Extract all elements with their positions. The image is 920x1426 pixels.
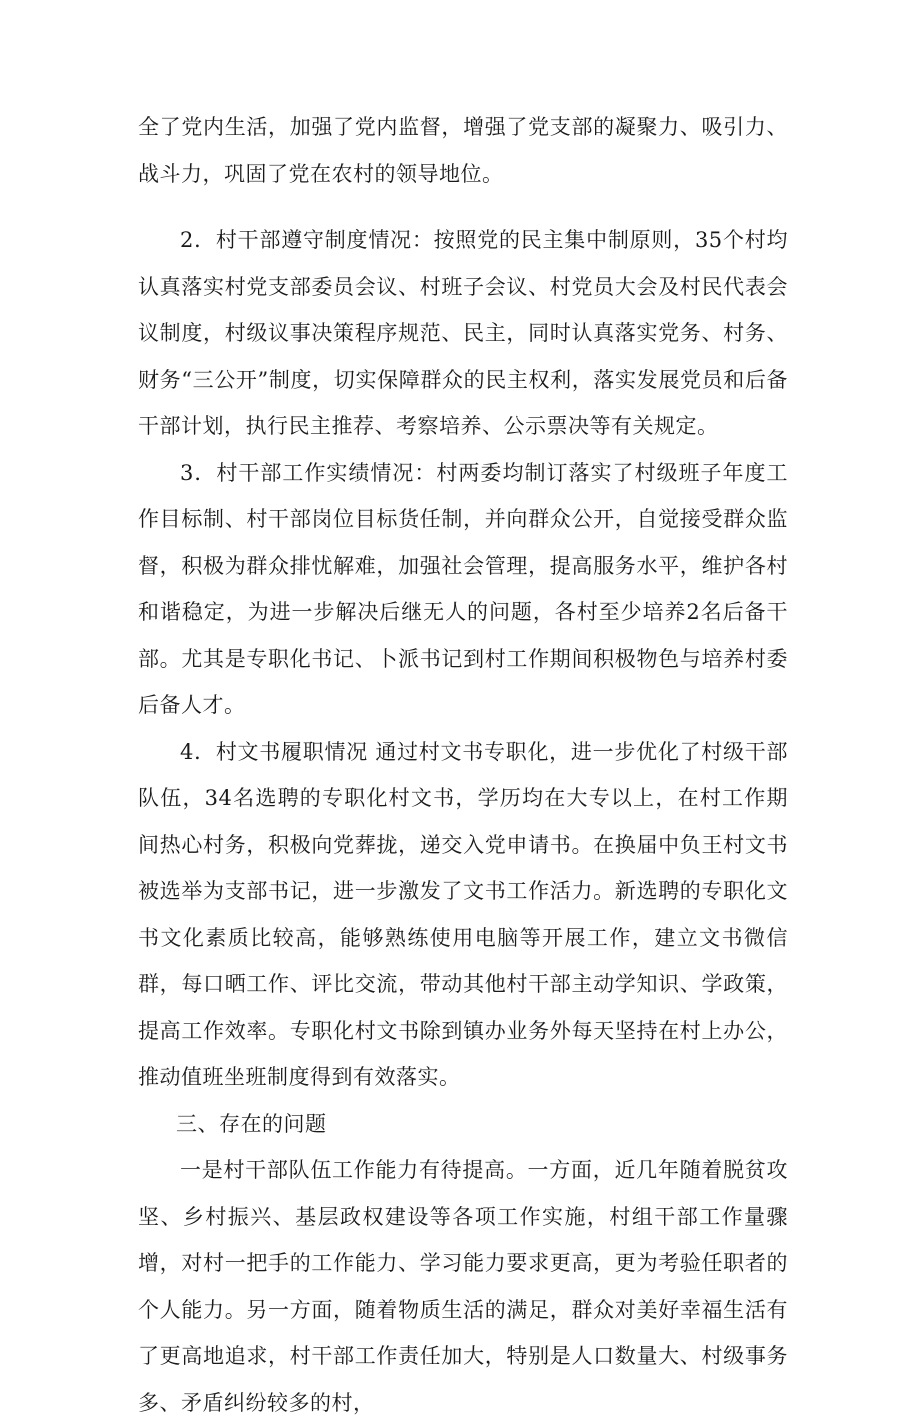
body-text xyxy=(138,104,788,1426)
paragraph-item-4: 4．村文书履职情况 通过村文书专职化，进一步优化了村级干部队伍，34名选聘的专职化村文书，学历均在大专以上，在村工作期间热心村务，积极向党葬拢，递交入党申请书。在换届中负王村文书被选举为支部书记，进一步激发了文书工作活力。新选聘的专职化文书文化素质比较高，能够熟练使用电脑等开展工作，建立文书微信群，每口晒工作、评比交流，带动其他村干部主动学知识、学政策，提高工作效率。专职化村文书除到镇办业务外每天坚持在村上办公，推动值班坐班制度得到有效落实。 xyxy=(138,739,788,1089)
paragraph-problems: 一是村干部队伍工作能力有待提高。一方面，近几年随着脱贫攻坚、乡村振兴、基层政权建设等各项工作实施，村组干部工作量骤增，对村一把手的工作能力、学习能力要求更高，更为考验任职者的个人能力。另一方面，随着物质生活的满足，群众对美好幸福生活有了更高地追求，村干部工作责任加大，特别是人口数量大、村级事务多、矛盾纠纷较多的村， xyxy=(138,1158,788,1415)
paragraph-continuation: 全了党内生活，加强了党内监督，增强了党支部的凝聚力、吸引力、战斗力，巩固了党在农村的领导地位。 xyxy=(138,115,788,186)
section-heading: 三、存在的问题 xyxy=(176,1111,327,1136)
paragraph-item-3: 3．村干部工作实绩情况：村两委均制订落实了村级班子年度工作目标制、村干部岗位目标货任制，并向群众公开，自觉接受群众监督，积极为群众排忧解难，加强社会管理，提高服务水平，维护各村和谐稳定，为进一步解决后继无人的问题，各村至少培养2名后备干部。尤其是专职化书记、卜派书记到村工作期间积极物色与培养村委后备人才。 xyxy=(138,460,788,717)
paragraph-item-2: 2．村干部遵守制度情况：按照党的民主集中制原则，35个村均认真落实村党支部委员会议、村班子会议、村党员大会及村民代表会议制度，村级议事决策程序规范、民主，同时认真落实党务、村务、财务“三公开”制度，切实保障群众的民主权利，落实发展党员和后备干部计划，执行民主推荐、考察培养、公示票决等有关规定。 xyxy=(138,228,788,438)
